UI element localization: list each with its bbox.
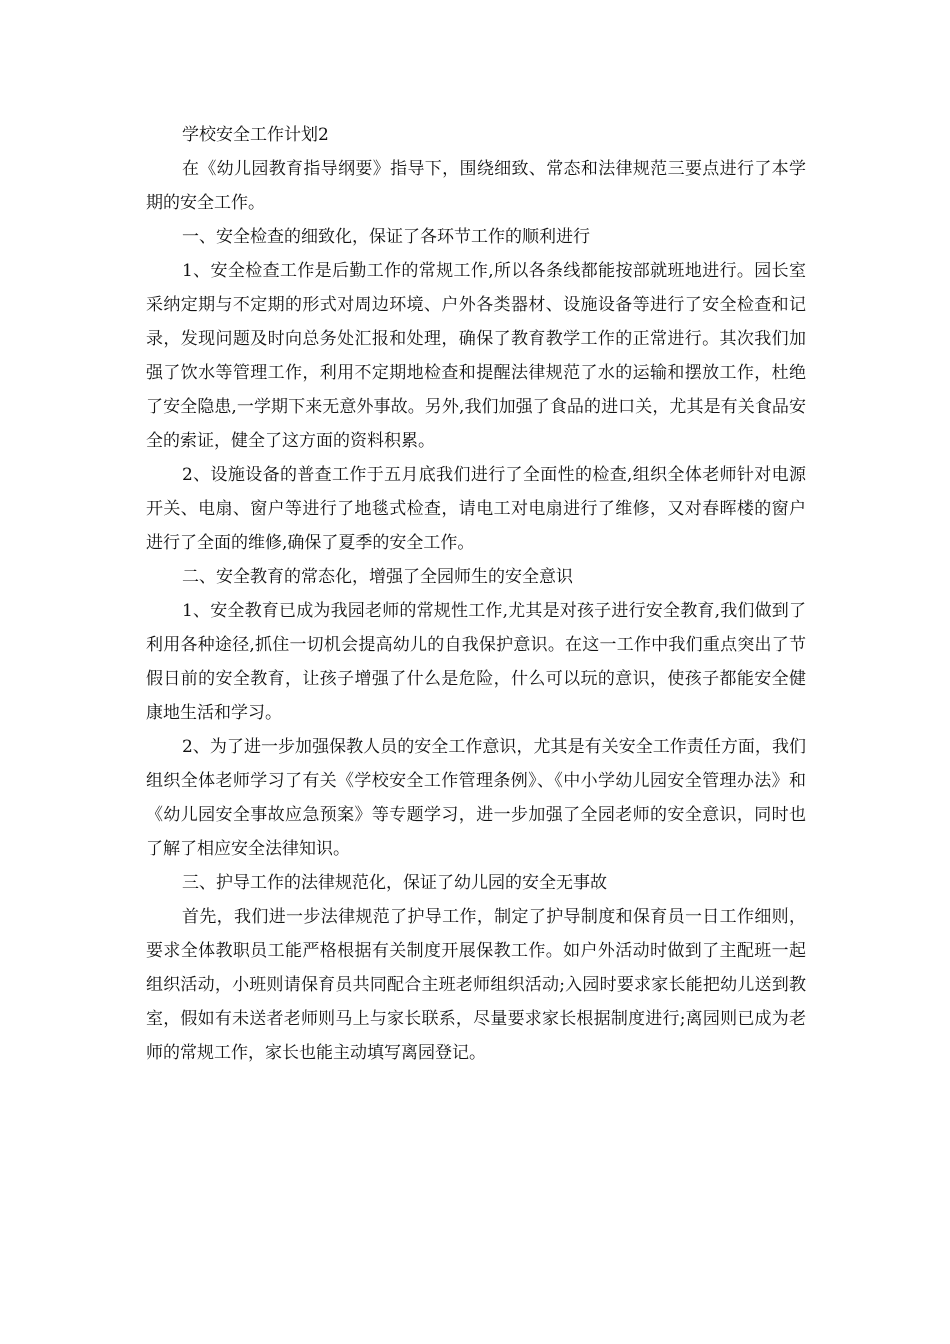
section-2-paragraph-2: 2、为了进一步加强保教人员的安全工作意识，尤其是有关安全工作责任方面，我们组织全体老师学习了有关《学校安全工作管理条例》、《中小学幼儿园安全管理办法》和《幼儿园安全事故应急预案》等专题学习，进一步加强了全园老师的安全意识，同时也了解了相应安全法律知识。	[146, 737, 806, 859]
section-1-paragraph-1: 1、安全检查工作是后勤工作的常规工作,所以各条线都能按部就班地进行。园长室采纳定期与不定期的形式对周边环境、户外各类器材、设施设备等进行了安全检查和记录，发现问题及时向总务处汇报和处理，确保了教育教学工作的正常进行。其次我们加强了饮水等管理工作，利用不定期地检查和提醒法律规范了水的运输和摆放工作，杜绝了安全隐患,一学期下来无意外事故。另外,我们加强了食品的进口关，尤其是有关食品安全的索证，健全了这方面的资料积累。	[146, 261, 806, 451]
document-body	[146, 118, 806, 1070]
section-3-paragraph-1: 首先，我们进一步法律规范了护导工作，制定了护导制度和保育员一日工作细则，要求全体教职员工能严格根据有关制度开展保教工作。如户外活动时做到了主配班一起组织活动，小班则请保育员共同配合主班老师组织活动;入园时要求家长能把幼儿送到教室，假如有未送者老师则马上与家长联系，尽量要求家长根据制度进行;离园则已成为老师的常规工作，家长也能主动填写离园登记。	[146, 907, 806, 1063]
section-1-heading: 一、安全检查的细致化，保证了各环节工作的顺利进行	[182, 227, 590, 247]
section-2-paragraph-1: 1、安全教育已成为我园老师的常规性工作,尤其是对孩子进行安全教育,我们做到了利用各种途径,抓住一切机会提高幼儿的自我保护意识。在这一工作中我们重点突出了节假日前的安全教育，让孩子增强了什么是危险，什么可以玩的意识，使孩子都能安全健康地生活和学习。	[146, 601, 806, 723]
section-2-heading: 二、安全教育的常态化，增强了全园师生的安全意识	[182, 567, 573, 587]
section-1-paragraph-2: 2、设施设备的普查工作于五月底我们进行了全面性的检查,组织全体老师针对电源开关、电扇、窗户等进行了地毯式检查，请电工对电扇进行了维修，又对春晖楼的窗户进行了全面的维修,确保了夏季的安全工作。	[146, 465, 806, 553]
section-3-heading: 三、护导工作的法律规范化，保证了幼儿园的安全无事故	[182, 873, 607, 893]
document-title: 学校安全工作计划2	[182, 125, 329, 145]
intro-paragraph: 在《幼儿园教育指导纲要》指导下，围绕细致、常态和法律规范三要点进行了本学期的安全工作。	[146, 159, 806, 213]
